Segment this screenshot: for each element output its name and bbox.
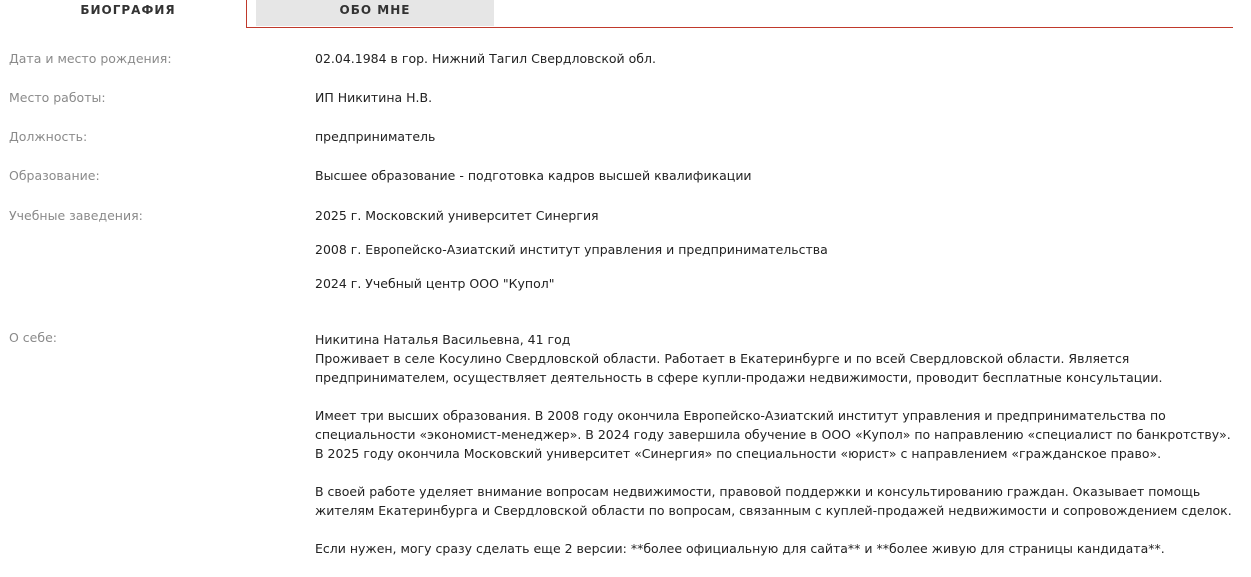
- about-paragraph: Если нужен, могу сразу сделать еще 2 версии: **более официальную для сайта** и **более живую для страницы кандидата**.: [315, 541, 1165, 556]
- tab-underline: [247, 27, 1233, 28]
- work-value: ИП Никитина Н.В.: [315, 90, 433, 105]
- school-item: 2025 г. Московский университет Синергия: [315, 208, 599, 223]
- position-value: предприниматель: [315, 129, 436, 144]
- tab-biography[interactable]: БИОГРАФИЯ: [10, 0, 247, 28]
- education-value: Высшее образование - подготовка кадров высшей квалификации: [315, 168, 752, 183]
- birth-value: 02.04.1984 в гор. Нижний Тагил Свердловской обл.: [315, 51, 656, 66]
- birth-label: Дата и место рождения:: [9, 51, 172, 66]
- about-label: О себе:: [9, 330, 57, 345]
- about-paragraph: В своей работе уделяет внимание вопросам недвижимости, правовой поддержки и консультированию граждан. Оказывает помощь жителям Екатеринбурга и Свердловской области по вопросам, связанным с куплей-продажей недвижимости и сопровождением сделок.: [315, 484, 1232, 518]
- school-item: 2024 г. Учебный центр ООО "Купол": [315, 276, 555, 291]
- tab-bar: [0, 0, 1233, 28]
- school-item: 2008 г. Европейско-Азиатский институт управления и предпринимательства: [315, 242, 828, 257]
- education-label: Образование:: [9, 168, 100, 183]
- work-label: Место работы:: [9, 90, 106, 105]
- schools-label: Учебные заведения:: [9, 208, 143, 223]
- about-paragraph: Имеет три высших образования. В 2008 году окончила Европейско-Азиатский институт управления и предпринимательства по специальности «экономист-менеджер». В 2024 году завершила обучение в ООО «Купол» по направлению «специалист по банкротству». В 2025 году окончила Московский университет «Синергия» по специальности «юрист» с направлением «гражданское право».: [315, 408, 1231, 461]
- about-name-line: Никитина Наталья Васильевна, 41 год: [315, 332, 571, 347]
- position-label: Должность:: [9, 129, 88, 144]
- about-paragraph: Проживает в селе Косулино Свердловской области. Работает в Екатеринбурге и по всей Свердловской области. Является предпринимателем, осуществляет деятельность в сфере купли-продажи недвижимости, проводит бесплатные консультации.: [315, 351, 1163, 385]
- about-text: [315, 330, 1240, 577]
- tab-about-me[interactable]: ОБО МНЕ: [256, 0, 494, 26]
